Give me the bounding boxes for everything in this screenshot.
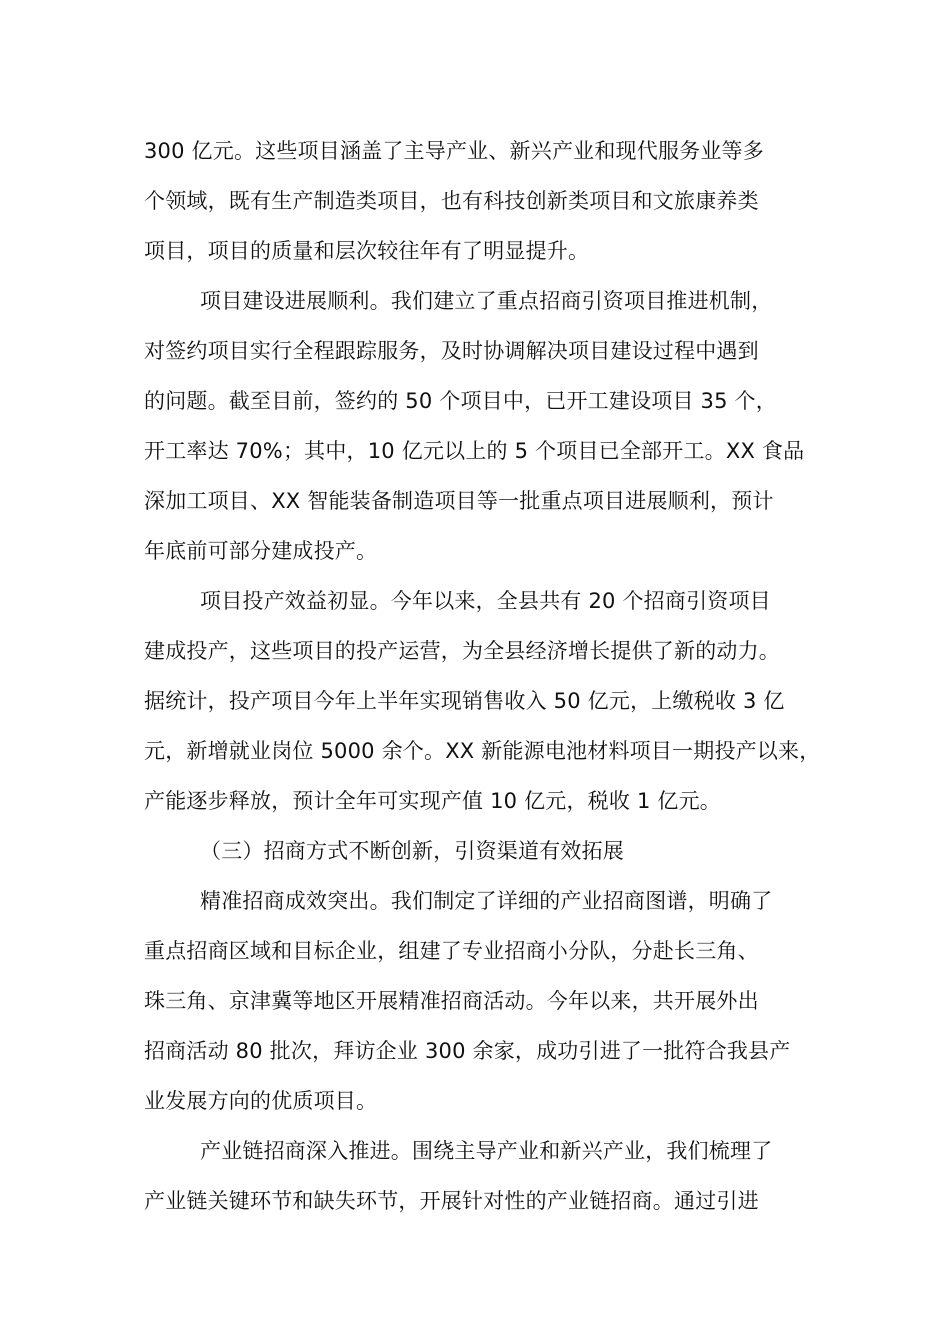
text-line: 产能逐步释放，预计全年可实现产值 10 亿元，税收 1 亿元。 xyxy=(144,789,721,813)
text-line: 建成投产，这些项目的投产运营，为全县经济增长提供了新的动力。 xyxy=(144,639,780,663)
text-line: 招商活动 80 批次，拜访企业 300 余家，成功引进了一批符合我县产 xyxy=(144,1039,791,1063)
text-line: 对签约项目实行全程跟踪服务，及时协调解决项目建设过程中遇到 xyxy=(144,339,759,363)
section-heading: （三）招商方式不断创新，引资渠道有效拓展 xyxy=(200,839,624,863)
text-line: 产业链关键环节和缺失环节，开展针对性的产业链招商。通过引进 xyxy=(144,1189,759,1213)
text-line: 开工率达 70%；其中，10 亿元以上的 5 个项目已全部开工。XX 食品 xyxy=(144,439,805,463)
paragraph-heading-line: 项目建设进展顺利。我们建立了重点招商引资项目推进机制， xyxy=(200,289,773,313)
text-line: 深加工项目、XX 智能装备制造项目等一批重点项目进展顺利，预计 xyxy=(144,489,774,513)
text-line: 重点招商区域和目标企业，组建了专业招商小分队，分赴长三角、 xyxy=(144,939,759,963)
text-line: 据统计，投产项目今年上半年实现销售收入 50 亿元，上缴税收 3 亿 xyxy=(144,689,785,713)
text-line: 年底前可部分建成投产。 xyxy=(144,539,378,563)
text-line: 个领域，既有生产制造类项目，也有科技创新类项目和文旅康养类 xyxy=(144,189,759,213)
text-line: 业发展方向的优质项目。 xyxy=(144,1089,378,1113)
text-line: 300 亿元。这些项目涵盖了主导产业、新兴产业和现代服务业等多 xyxy=(144,139,764,163)
text-line: 的问题。截至目前，签约的 50 个项目中，已开工建设项目 35 个， xyxy=(144,389,777,413)
text-line: 项目，项目的质量和层次较往年有了明显提升。 xyxy=(144,239,590,263)
text-line: 元，新增就业岗位 5000 余个。XX 新能源电池材料项目一期投产以来， xyxy=(144,739,821,763)
paragraph-heading-line: 项目投产效益初显。今年以来，全县共有 20 个招商引资项目 xyxy=(200,589,771,613)
text-line: 珠三角、京津冀等地区开展精准招商活动。今年以来，共开展外出 xyxy=(144,989,759,1013)
paragraph-heading-line: 精准招商成效突出。我们制定了详细的产业招商图谱，明确了 xyxy=(200,889,773,913)
paragraph-heading-line: 产业链招商深入推进。围绕主导产业和新兴产业，我们梳理了 xyxy=(200,1139,773,1163)
